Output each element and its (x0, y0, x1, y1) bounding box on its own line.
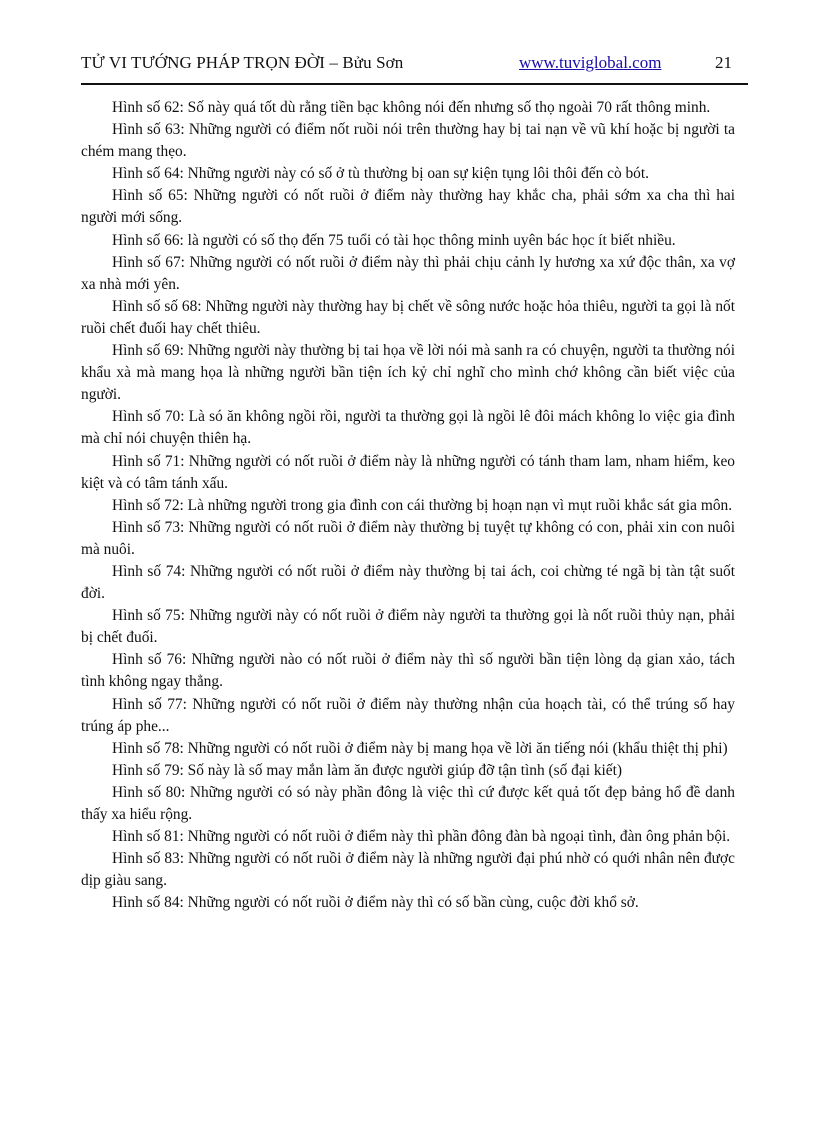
paragraph-hinh-66: Hình số 66: là người có số thọ đến 75 tuổi có tài học thông minh uyên bác học ít biết nhiều. (112, 231, 676, 249)
paragraph-hinh-71: Hình số 71: Những người có nốt ruồi ở điểm này là những người có tánh tham lam, nham hiểm, keo kiệt và có tâm tánh xấu. (81, 452, 735, 492)
paragraph-hinh-65: Hình số 65: Những người có nốt ruồi ở điểm này thường hay khắc cha, phải sớm xa cha thì hai người mới sống. (81, 187, 735, 227)
paragraph-hinh-63: Hình số 63: Những người có điểm nốt ruồi nói trên thường hay bị tai nạn về vũ khí hoặc bị người ta chém mang thẹo. (81, 121, 735, 161)
paragraph-hinh-83: Hình số 83: Những người có nốt ruồi ở điểm này là những người đại phú nhờ có quới nhân nên được dịp giàu sang. (81, 850, 735, 890)
paragraph-hinh-67: Hình số 67: Những người có nốt ruồi ở điểm này thì phải chịu cảnh ly hương xa xứ độc thân, xa vợ xa nhà mới yên. (81, 253, 735, 293)
paragraph-hinh-74: Hình số 74: Những người có nốt ruồi ở điểm này thường bị tai ách, coi chừng té ngã bị tàn tật suốt đời. (81, 562, 735, 603)
paragraph-hinh-80: Hình số 80: Những người có só này phần đông là việc thì cứ được kết quả tốt đẹp bảng hổ đề danh thấy xa hiểu rộng. (81, 783, 735, 823)
paragraph-hinh-68: Hình số số 68: Những người này thường hay bị chết về sông nước hoặc hỏa thiêu, người ta gọi là nốt ruồi chết đuối hay chết thiêu. (81, 297, 735, 337)
paragraph-hinh-73: Hình số 73: Những người có nốt ruồi ở điểm này thường bị tuyệt tự không có con, phải xin con nuôi mà nuôi. (81, 518, 735, 558)
paragraph-hinh-62: Hình số 62: Số này quá tốt dù rằng tiền bạc không nói đến nhưng số thọ ngoài 70 rất thông minh. (112, 99, 711, 116)
paragraph-hinh-77: Hình số 77: Những người có nốt ruồi ở điểm này thường nhận của hoạch tài, có thể trúng số hay trúng áp phe... (81, 695, 735, 735)
page-number: 21 (715, 53, 732, 72)
paragraph-hinh-70: Hình số 70: Là só ăn không ngồi rồi, người ta thường gọi là ngồi lê đôi mách không lo việc gia đình mà chỉ nói chuyện thiên hạ. (81, 408, 735, 448)
paragraph-hinh-78: Hình số 78: Những người có nốt ruồi ở điểm này bị mang họa về lời ăn tiếng nói (khẩu thiệt thị phi) (112, 739, 728, 757)
page-header (81, 50, 736, 80)
paragraph-hinh-64: Hình số 64: Những người này có số ở tù thường bị oan sự kiện tụng lôi thôi đến cò bót. (112, 165, 649, 183)
paragraph-hinh-72: Hình số 72: Là những người trong gia đình con cái thường bị hoạn nạn vì mụt ruồi khắc sát gia môn. (112, 496, 733, 514)
paragraph-hinh-76: Hình số 76: Những người nào có nốt ruồi ở điểm này thì số người bần tiện lòng dạ gian xảo, tách tình không ngay thẳng. (81, 651, 735, 691)
paragraph-hinh-81: Hình số 81: Những người có nốt ruồi ở điểm này thì phần đông đàn bà ngoại tình, đàn ông phản bội. (112, 828, 731, 846)
paragraph-hinh-69: Hình số 69: Những người này thường bị tai họa về lời nói mà sanh ra có chuyện, người ta thường nói khẩu xà mà mang họa là những người bần tiện ích kỷ chỉ nghĩ cho mình chớ không cần biết việc của người. (81, 342, 735, 404)
paragraph-hinh-79: Hình số 79: Số này là số may mắn làm ăn được người giúp đỡ tận tình (số đại kiết) (112, 761, 623, 779)
paragraph-hinh-84: Hình số 84: Những người có nốt ruồi ở điểm này thì có số bần cùng, cuộc đời khổ sở. (112, 894, 639, 912)
body-text (81, 97, 735, 914)
paragraph-hinh-75: Hình số 75: Những người này có nốt ruồi ở điểm này người ta thường gọi là nốt ruồi thủy nạn, phải bị chết đuối. (81, 607, 735, 647)
book-title: TỬ VI TƯỚNG PHÁP TRỌN ĐỜI – Bửu Sơn (81, 53, 404, 72)
header-divider (81, 83, 748, 85)
website-link[interactable]: www.tuviglobal.com (519, 53, 662, 72)
